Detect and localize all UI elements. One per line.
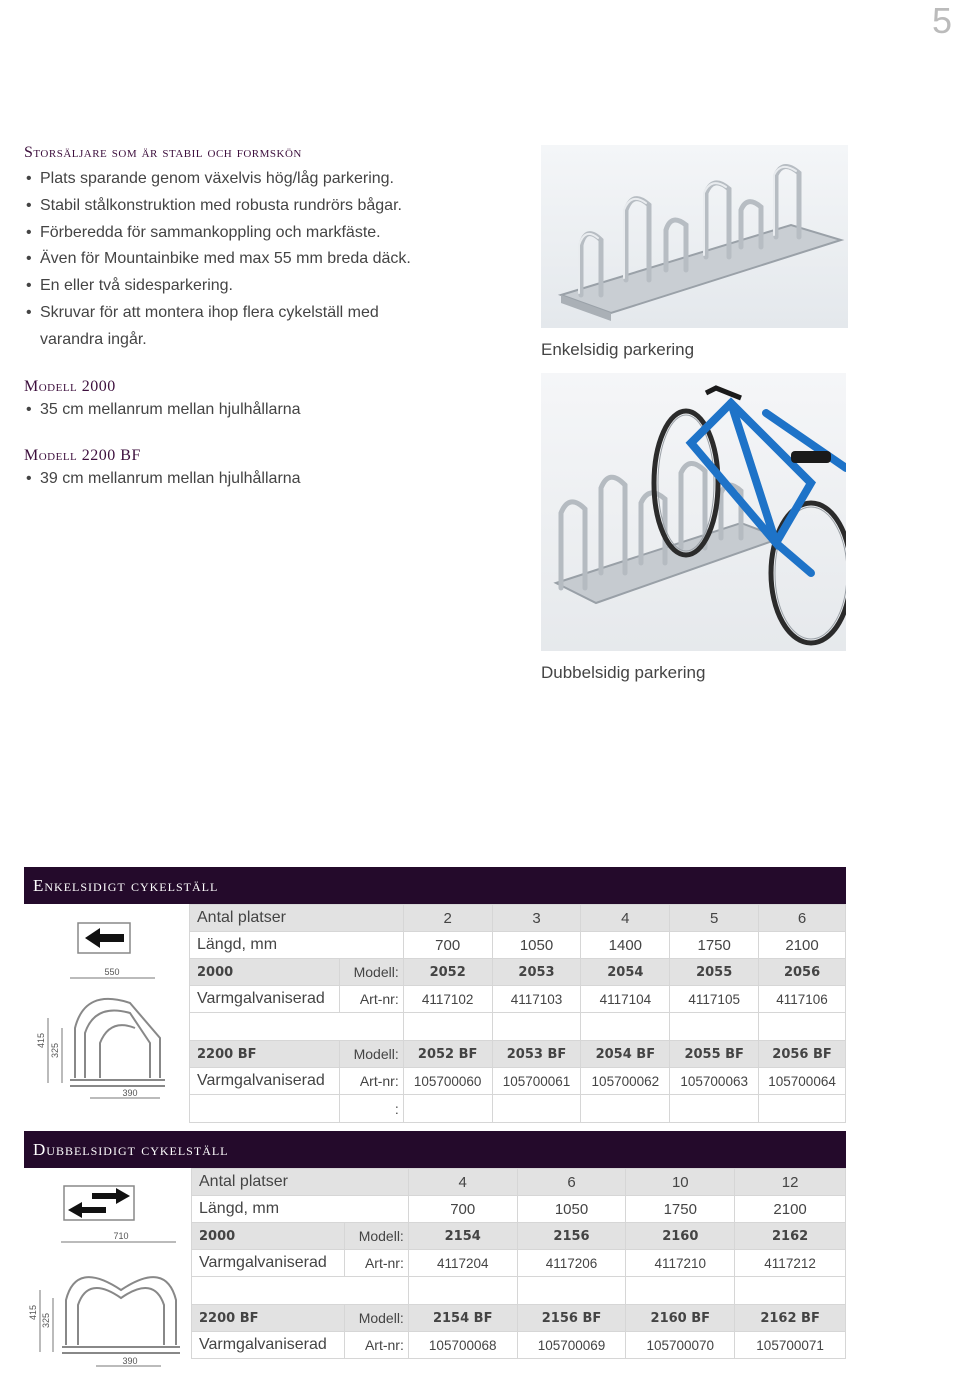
page-number: 5 (931, 0, 952, 41)
intro-heading: Storsäljare som är stabil och formskön (24, 144, 302, 161)
single-spec-table (189, 904, 846, 1123)
art-cell: 105700070 (626, 1332, 735, 1359)
model-cell: 2160 (626, 1223, 735, 1250)
table-row (192, 1169, 846, 1196)
dim-depth-label: 390 (122, 1088, 138, 1098)
length-label: Längd, mm (192, 1196, 409, 1223)
model-2000-heading: Modell 2000 (24, 378, 116, 395)
art-cell: 4117106 (759, 986, 846, 1013)
double-photo-caption: Dubbelsidig parkering (541, 663, 706, 682)
length-cell: 1050 (492, 932, 581, 959)
dim-width-label: 710 (113, 1231, 129, 1241)
length-cell: 1750 (670, 932, 759, 959)
table-row (190, 1013, 846, 1041)
stray-colon: : (339, 1095, 403, 1123)
arrow-box (64, 1186, 134, 1220)
places-label: Antal platser (192, 1169, 409, 1196)
finish-label: Varmgalvaniserad (192, 1332, 345, 1359)
model-name: 2000 (192, 1223, 345, 1250)
art-label: Art-nr: (344, 1332, 408, 1359)
length-cell: 1750 (626, 1196, 735, 1223)
single-rack-diagram (30, 918, 180, 1108)
modell-label: Modell: (339, 1041, 403, 1068)
modell-label: Modell: (344, 1305, 408, 1332)
table-row (190, 986, 846, 1013)
art-cell: 105700062 (581, 1068, 670, 1095)
list-item: • Stabil stålkonstruktion med robusta rundrörs bågar. (24, 193, 444, 220)
art-label: Art-nr: (339, 1068, 403, 1095)
places-cell: 12 (735, 1169, 846, 1196)
dim-width-label: 550 (104, 967, 120, 977)
places-cell: 2 (403, 905, 492, 932)
places-cell: 6 (759, 905, 846, 932)
double-rack-diagram (26, 1180, 186, 1380)
model-cell: 2056 (759, 959, 846, 986)
table-row (192, 1332, 846, 1359)
model-cell: 2156 (517, 1223, 626, 1250)
model-cell: 2156 BF (517, 1305, 626, 1332)
places-cell: 3 (492, 905, 581, 932)
model-cell: 2154 BF (408, 1305, 517, 1332)
modell-label: Modell: (339, 959, 403, 986)
length-cell: 2100 (759, 932, 846, 959)
dim-height-inner-label: 325 (41, 1312, 51, 1328)
model-cell: 2162 (735, 1223, 846, 1250)
places-cell: 4 (408, 1169, 517, 1196)
modell-label: Modell: (344, 1223, 408, 1250)
model-2000-list (24, 397, 301, 424)
table-row (190, 1095, 846, 1123)
art-cell: 4117103 (492, 986, 581, 1013)
places-cell: 10 (626, 1169, 735, 1196)
list-item: • En eller två sidesparkering. (24, 273, 444, 300)
model-cell: 2162 BF (735, 1305, 846, 1332)
finish-label: Varmgalvaniserad (190, 986, 340, 1013)
single-photo-caption: Enkelsidig parkering (541, 340, 695, 359)
table-row (190, 959, 846, 986)
length-cell: 700 (408, 1196, 517, 1223)
intro-bullet-list (24, 166, 444, 354)
model-cell: 2160 BF (626, 1305, 735, 1332)
double-rack-photo (541, 373, 846, 651)
dim-depth-label: 390 (122, 1356, 138, 1366)
length-cell: 1400 (581, 932, 670, 959)
places-label: Antal platser (190, 905, 404, 932)
model-name: 2200 BF (192, 1305, 345, 1332)
dim-height-outer-label: 415 (28, 1304, 38, 1320)
table-row (192, 1305, 846, 1332)
table-row (192, 1223, 846, 1250)
art-cell: 4117105 (670, 986, 759, 1013)
art-cell: 105700068 (408, 1332, 517, 1359)
places-cell: 4 (581, 905, 670, 932)
model-cell: 2054 BF (581, 1041, 670, 1068)
art-cell: 4117212 (735, 1250, 846, 1277)
model-name: 2200 BF (190, 1041, 340, 1068)
art-cell: 105700071 (735, 1332, 846, 1359)
dim-height-inner-label: 325 (50, 1042, 60, 1058)
table-row (190, 1068, 846, 1095)
single-rack-photo (541, 145, 848, 328)
table-row (192, 1196, 846, 1223)
art-cell: 105700061 (492, 1068, 581, 1095)
model-name: 2000 (190, 959, 340, 986)
table-row (190, 932, 846, 959)
table-row (192, 1250, 846, 1277)
art-cell: 4117104 (581, 986, 670, 1013)
list-item: • Skruvar för att montera ihop flera cykelställ med varandra ingår. (24, 300, 444, 354)
art-label: Art-nr: (344, 1250, 408, 1277)
art-cell: 4117210 (626, 1250, 735, 1277)
list-item: • 39 cm mellanrum mellan hjulhållarna (24, 466, 301, 493)
arrow-left-icon (85, 928, 124, 948)
single-rack-illustration (541, 145, 848, 328)
model-cell: 2056 BF (759, 1041, 846, 1068)
art-cell: 105700060 (403, 1068, 492, 1095)
places-cell: 5 (670, 905, 759, 932)
table-row (190, 905, 846, 932)
art-cell: 105700069 (517, 1332, 626, 1359)
length-label: Längd, mm (190, 932, 404, 959)
model-2200-list (24, 466, 301, 493)
model-cell: 2053 (492, 959, 581, 986)
model-cell: 2055 BF (670, 1041, 759, 1068)
model-cell: 2052 BF (403, 1041, 492, 1068)
double-section-title: Dubbelsidigt cykelställ (24, 1131, 846, 1168)
model-2200-heading: Modell 2200 BF (24, 447, 141, 464)
table-row (192, 1277, 846, 1305)
list-item: • Förberedda för sammankoppling och markfäste. (24, 220, 444, 247)
arrow-right-icon (92, 1188, 130, 1204)
length-cell: 1050 (517, 1196, 626, 1223)
model-cell: 2054 (581, 959, 670, 986)
art-cell: 4117102 (403, 986, 492, 1013)
double-rack-bicycle-illustration (541, 373, 846, 651)
art-cell: 105700064 (759, 1068, 846, 1095)
dim-height-outer-label: 415 (36, 1032, 46, 1048)
art-cell: 4117204 (408, 1250, 517, 1277)
length-cell: 700 (403, 932, 492, 959)
art-cell: 105700063 (670, 1068, 759, 1095)
model-cell: 2052 (403, 959, 492, 986)
double-spec-table (191, 1168, 846, 1359)
table-row (190, 1041, 846, 1068)
length-cell: 2100 (735, 1196, 846, 1223)
single-section-title: Enkelsidigt cykelställ (24, 867, 846, 904)
arrow-left-icon (68, 1202, 106, 1218)
model-cell: 2055 (670, 959, 759, 986)
model-cell: 2154 (408, 1223, 517, 1250)
list-item: • 35 cm mellanrum mellan hjulhållarna (24, 397, 301, 424)
finish-label: Varmgalvaniserad (192, 1250, 345, 1277)
art-label: Art-nr: (339, 986, 403, 1013)
finish-label: Varmgalvaniserad (190, 1068, 340, 1095)
places-cell: 6 (517, 1169, 626, 1196)
model-cell: 2053 BF (492, 1041, 581, 1068)
list-item: • Även för Mountainbike med max 55 mm breda däck. (24, 246, 444, 273)
art-cell: 4117206 (517, 1250, 626, 1277)
list-item: • Plats sparande genom växelvis hög/låg parkering. (24, 166, 444, 193)
